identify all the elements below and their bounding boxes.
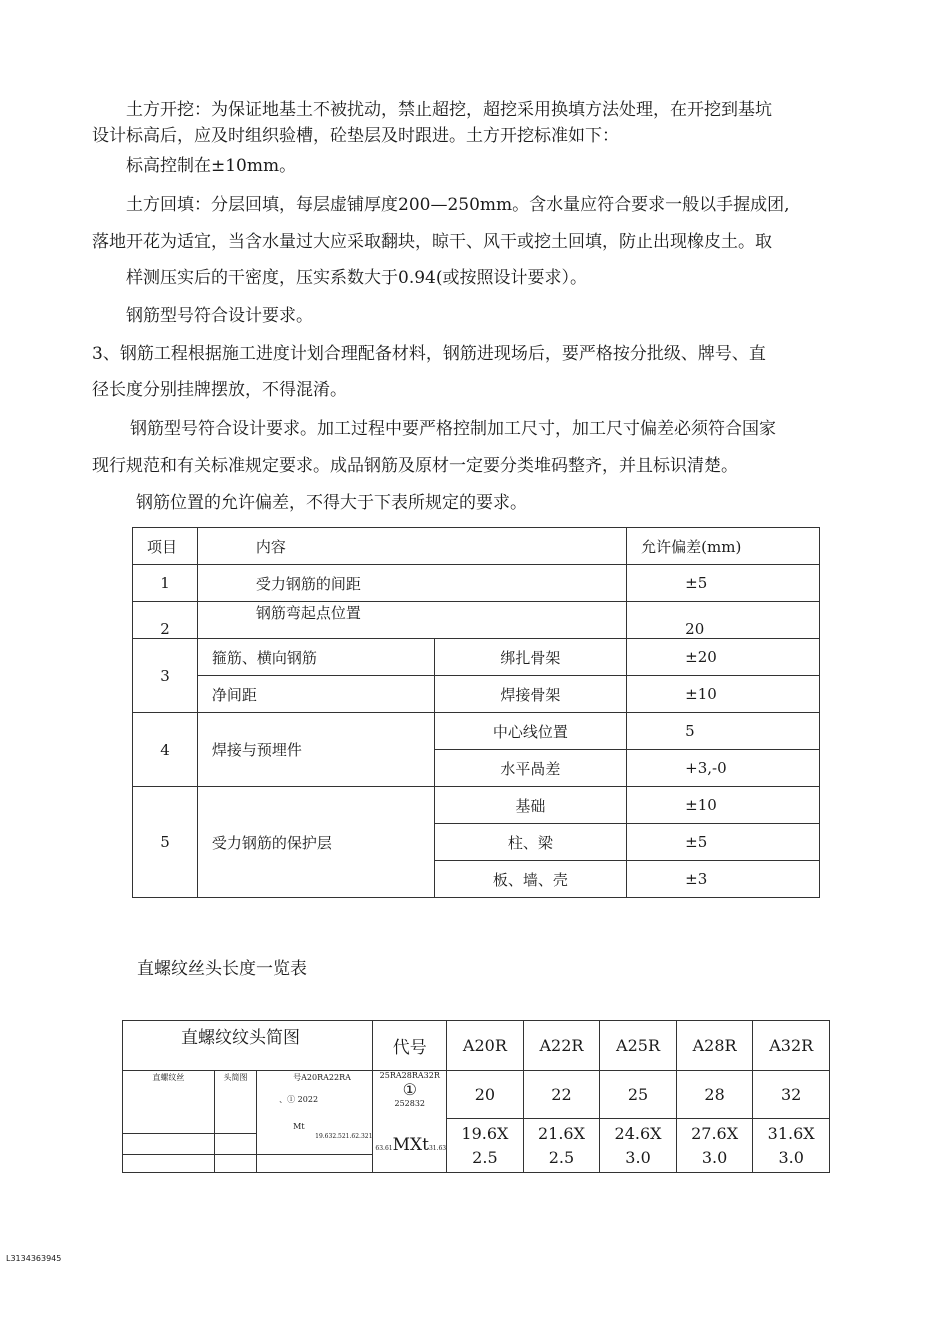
table-cell: ±5: [627, 565, 820, 602]
subheader-text: 19.632.521.62.321: [315, 1132, 373, 1140]
length-bottom: 3.0: [701, 1147, 728, 1167]
table-cell: 柱、梁: [434, 824, 627, 861]
code-label-cell: 代号: [373, 1021, 447, 1071]
table-row: [133, 639, 820, 676]
table-row: [133, 602, 820, 639]
header-cell: 内容: [197, 528, 626, 565]
subheader-text: 、① 2022: [279, 1095, 319, 1104]
length-cell: [676, 1119, 753, 1173]
table-cell: ±3: [627, 861, 820, 898]
paragraph-line: 现行规范和有关标准规定要求。成品钢筋及原材一定要分类堆码整齐，并且标识清楚。: [92, 456, 738, 476]
table-cell: [214, 1155, 256, 1173]
paragraph-line: 土方回填：分层回填，每层虚铺厚度200—250mm。含水量应符合要求一般以手握成团,: [126, 195, 790, 215]
size-cell: 25: [600, 1071, 677, 1119]
length-cell: [753, 1119, 830, 1173]
size-cell: 22: [523, 1071, 600, 1119]
table-cell: [257, 1155, 373, 1173]
diagram-title-cell: 直螺纹纹头简图: [123, 1021, 373, 1071]
paragraph-line: 3、钢筋工程根据施工进度计划合理配备材料，钢筋进现场后，要严格按分批级、牌号、直: [92, 344, 766, 364]
table-row: [123, 1071, 830, 1119]
length-bottom: 2.5: [472, 1147, 498, 1167]
table-cell: 净间距: [197, 676, 434, 713]
tolerance-table: [132, 527, 820, 898]
length-cell: [523, 1119, 600, 1173]
table-cell: [373, 1071, 447, 1119]
table-cell: 5: [133, 787, 198, 898]
table-cell: 钢筋弯起点位置: [197, 602, 626, 639]
length-top: 19.6X: [461, 1123, 509, 1143]
length-bottom: 3.0: [625, 1147, 651, 1167]
table-cell: [373, 1119, 447, 1173]
table2-title: 直螺纹丝头长度一览表: [137, 959, 307, 979]
table-cell: 4: [133, 713, 198, 787]
length-bottom: 3.0: [778, 1147, 804, 1167]
table-cell: ±10: [627, 787, 820, 824]
table-cell: 焊接与预埋件: [197, 713, 434, 787]
table-row: [133, 565, 820, 602]
table-row: [133, 713, 820, 750]
table-cell: 板、墙、壳: [434, 861, 627, 898]
table-cell: 1: [133, 565, 198, 602]
table-row: [133, 787, 820, 824]
table-row: [133, 676, 820, 713]
table-cell: ±20: [627, 639, 820, 676]
paragraph-line: 钢筋型号符合设计要求。加工过程中要严格控制加工尺寸，加工尺寸偏差必须符合国家: [130, 419, 776, 439]
code-cell: A25R: [600, 1021, 677, 1071]
mx-suffix: 31.63: [428, 1145, 447, 1153]
table-cell: 基础: [434, 787, 627, 824]
table-cell: 受力钢筋的保护层: [197, 787, 434, 898]
header-cell: 允许偏差(mm): [627, 528, 820, 565]
paragraph-line: 标高控制在±10mm。: [126, 156, 297, 176]
table-cell: [214, 1071, 256, 1119]
paragraph-line: 径长度分别挂牌摆放，不得混淆。: [92, 380, 347, 400]
length-top: 27.6X: [691, 1123, 739, 1143]
paragraph-line: 钢筋型号符合设计要求。: [126, 306, 313, 326]
header-cell: 项目: [133, 528, 198, 565]
code-cell: A22R: [523, 1021, 600, 1071]
table-header-row: [133, 528, 820, 565]
subheader-text: 25RA28RA32R: [379, 1071, 440, 1080]
subheader-text: 直螺纹丝: [152, 1073, 185, 1082]
circle-marker: ①: [402, 1080, 417, 1099]
table-cell: 受力钢筋的间距: [197, 565, 626, 602]
table-cell: [214, 1119, 256, 1134]
length-top: 21.6X: [537, 1123, 585, 1143]
size-cell: 20: [447, 1071, 524, 1119]
table-cell: [123, 1071, 215, 1119]
table-cell: ±10: [627, 676, 820, 713]
table-header-row: [123, 1021, 830, 1071]
footer-code: L3134363945: [6, 1254, 62, 1263]
paragraph-line: 落地开花为适宜，当含水量过大应采取翻块，晾干、风干或挖土回填，防止出现橡皮土。取: [92, 232, 772, 252]
subheader-text: 头简图: [223, 1073, 248, 1082]
paragraph-line: 样测压实后的干密度，压实系数大于0.94(或按照设计要求）。: [126, 268, 587, 288]
code-cell: A20R: [447, 1021, 524, 1071]
length-cell: [447, 1119, 524, 1173]
table-cell: 3: [133, 639, 198, 713]
mx-prefix: 63.61: [375, 1145, 393, 1153]
table-cell: 2: [133, 602, 198, 639]
subheader-text: Mt: [293, 1121, 305, 1131]
table-cell: 5: [627, 713, 820, 750]
table-cell: 中心线位置: [434, 713, 627, 750]
length-top: 31.6X: [767, 1123, 815, 1143]
length-cell: [600, 1119, 677, 1173]
table-cell: +3,-0: [627, 750, 820, 787]
size-cell: 28: [676, 1071, 753, 1119]
table-cell: ±5: [627, 824, 820, 861]
table-cell: 绑扎骨架: [434, 639, 627, 676]
size-cell: 32: [753, 1071, 830, 1119]
table-cell: 箍筋、横向钢筋: [197, 639, 434, 676]
thread-length-table: [122, 1020, 830, 1173]
subheader-text: 252832: [394, 1099, 426, 1108]
table-cell: [123, 1155, 215, 1173]
paragraph-line: 钢筋位置的允许偏差，不得大于下表所规定的要求。: [136, 493, 527, 513]
table-cell: [123, 1134, 215, 1155]
paragraph-line: 设计标高后，应及时组织验槽，砼垫层及时跟进。土方开挖标准如下：: [92, 126, 619, 146]
table-cell: [123, 1119, 215, 1134]
code-cell: A32R: [753, 1021, 830, 1071]
length-top: 24.6X: [614, 1123, 662, 1143]
table-cell: 水平咼差: [434, 750, 627, 787]
table-cell: 焊接骨架: [434, 676, 627, 713]
table-cell: [214, 1134, 256, 1155]
code-cell: A28R: [676, 1021, 753, 1071]
table-cell: [257, 1071, 373, 1119]
paragraph-line: 土方开挖：为保证地基土不被扰动，禁止超挖，超挖采用换填方法处理，在开挖到基坑: [126, 100, 772, 120]
table-cell: [257, 1119, 373, 1155]
table-cell: 20: [627, 602, 820, 639]
mx-label: MXt: [392, 1135, 429, 1156]
length-bottom: 2.5: [548, 1147, 575, 1167]
table-row: [123, 1119, 830, 1134]
subheader-text: 号A20RA22RA: [293, 1073, 351, 1082]
